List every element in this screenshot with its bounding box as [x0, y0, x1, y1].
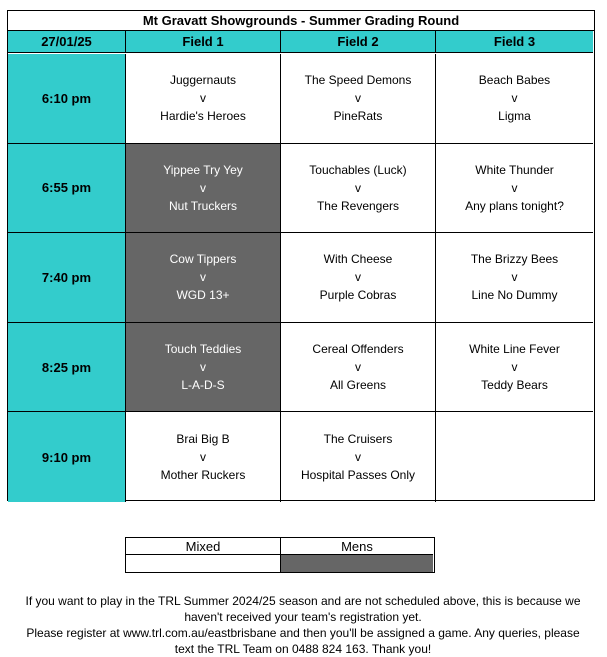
- versus-label: v: [200, 450, 206, 465]
- legend-mixed-swatch: [126, 555, 281, 572]
- game-cell: [436, 412, 593, 502]
- versus-label: v: [511, 360, 518, 375]
- home-team: White Thunder: [475, 162, 554, 177]
- home-team: Brai Big B: [176, 432, 230, 447]
- game-cell: [126, 323, 281, 413]
- away-team: Line No Dummy: [471, 288, 558, 303]
- home-team: Cow Tippers: [169, 252, 237, 267]
- home-team: Beach Babes: [478, 73, 551, 88]
- note-line: If you want to play in the TRL Summer 2024/25 season and are not scheduled above, this is because we: [25, 594, 581, 608]
- time-slot: 9:10 pm: [8, 412, 126, 502]
- schedule-table: [7, 10, 595, 501]
- away-team: WGD 13+: [176, 288, 230, 303]
- home-team: Yippee Try Yey: [163, 162, 243, 177]
- versus-label: v: [355, 270, 361, 285]
- game-cell: [281, 412, 436, 502]
- field-1-header: Field 1: [126, 31, 281, 53]
- field-3-header: Field 3: [436, 31, 593, 53]
- page-title: Mt Gravatt Showgrounds - Summer Grading Round: [8, 11, 594, 31]
- game-cell: [126, 233, 281, 323]
- versus-label: v: [200, 91, 206, 106]
- legend-mixed-label: Mixed: [126, 538, 281, 555]
- note-line: Please register at www.trl.com.au/eastbrisbane and then you'll be assigned a game. Any queries, please: [26, 626, 580, 640]
- home-team: Touch Teddies: [164, 342, 242, 357]
- game-cell: [281, 323, 436, 413]
- game-cell: [126, 144, 281, 234]
- home-team: Juggernauts: [169, 73, 237, 88]
- versus-label: v: [355, 180, 361, 195]
- away-team: Mother Ruckers: [160, 468, 246, 483]
- game-cell: [436, 323, 593, 413]
- away-team: The Revengers: [316, 198, 400, 213]
- home-team: The Brizzy Bees: [470, 252, 559, 267]
- away-team: All Greens: [329, 378, 387, 393]
- game-cell: [126, 412, 281, 502]
- versus-label: v: [511, 270, 518, 285]
- versus-label: v: [511, 180, 518, 195]
- time-slot: 8:25 pm: [8, 323, 126, 413]
- away-team: Any plans tonight?: [465, 198, 564, 213]
- home-team: With Cheese: [323, 252, 393, 267]
- away-team: Hospital Passes Only: [300, 468, 416, 483]
- versus-label: [513, 448, 516, 466]
- time-slot: 6:10 pm: [8, 54, 126, 144]
- date-header: 27/01/25: [8, 31, 126, 53]
- versus-label: v: [200, 360, 206, 375]
- versus-label: v: [200, 270, 206, 285]
- field-2-header: Field 2: [281, 31, 436, 53]
- game-cell: [281, 144, 436, 234]
- away-team: Nut Truckers: [168, 198, 237, 213]
- game-cell: [436, 233, 593, 323]
- home-team: White Line Fever: [469, 342, 560, 357]
- away-team: Ligma: [498, 109, 531, 124]
- home-team: Touchables (Luck): [309, 162, 407, 177]
- versus-label: v: [355, 360, 361, 375]
- note-line: text the TRL Team on 0488 824 163. Thank you!: [174, 642, 432, 656]
- away-team: [513, 466, 516, 484]
- versus-label: v: [355, 450, 361, 465]
- game-cell: [126, 54, 281, 144]
- away-team: Teddy Bears: [481, 378, 548, 393]
- home-team: The Cruisers: [323, 432, 393, 447]
- away-team: PineRats: [333, 109, 383, 124]
- game-cell: [281, 233, 436, 323]
- home-team: [513, 430, 516, 448]
- versus-label: v: [511, 91, 518, 106]
- versus-label: v: [355, 91, 361, 106]
- home-team: Cereal Offenders: [312, 342, 404, 357]
- game-cell: [281, 54, 436, 144]
- note-line: haven't received your team's registration yet.: [184, 610, 422, 624]
- category-legend: [125, 537, 435, 573]
- away-team: Hardie's Heroes: [160, 109, 246, 124]
- game-cell: [436, 54, 593, 144]
- away-team: Purple Cobras: [319, 288, 397, 303]
- legend-mens-swatch: [281, 555, 433, 572]
- registration-note: [10, 593, 596, 657]
- away-team: L-A-D-S: [181, 378, 225, 393]
- time-slot: 6:55 pm: [8, 144, 126, 234]
- game-cell: [436, 144, 593, 234]
- home-team: The Speed Demons: [304, 73, 412, 88]
- time-slot: 7:40 pm: [8, 233, 126, 323]
- versus-label: v: [200, 180, 206, 195]
- legend-mens-label: Mens: [281, 538, 433, 555]
